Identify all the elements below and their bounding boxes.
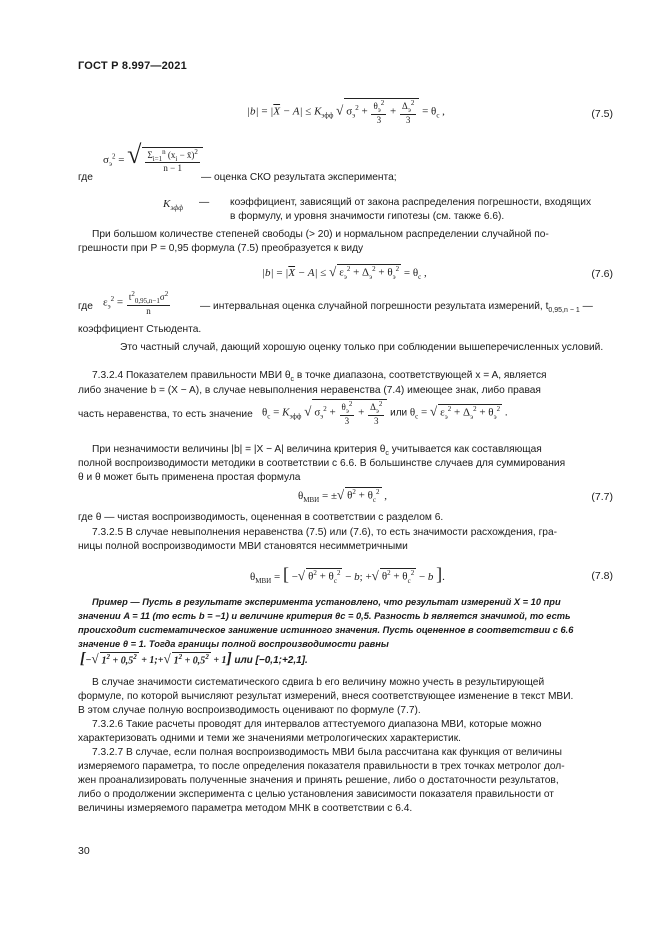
example-line-3: происходит систематическое занижение истинного значения. Пусть оцененное в соответствии с 6.6 — [78, 625, 574, 635]
paragraph-7-3-2-4-line2: либо значение b = (X − A), в случае невыполнения неравенства (7.4) имеющее знак, либо правая — [78, 385, 541, 396]
paragraph-7-3-2-7-line1: 7.3.2.7 В случае, если полная воспроизводимость МВИ была рассчитана как функция от величины — [92, 747, 562, 758]
paragraph-systematic-shift-2: формуле, по которой вычисляют результат измерений, внеся соответствующее изменение в текст МВИ. — [78, 691, 574, 702]
example-line-2: значении A = 11 (то есть b = −1) и величине критерия θc = 0,5. Разность b является значимой, то есть — [78, 611, 571, 621]
paragraph-7-3-2-4-line3 — [78, 408, 253, 423]
paragraph-7-3-2-7-line3: жен проанализировать полученные значения и принять решение, либо о достаточности результатов, — [78, 775, 559, 786]
student-coefficient: коэффициент Стьюдента. — [78, 324, 202, 335]
paragraph-insignificance-2: полной воспроизводимости методики в соответствии с 6.6. В большинстве случаев для суммирования — [78, 458, 566, 469]
paragraph-systematic-shift-3: В этом случае полную воспроизводимость оценивают по формуле (7.7). — [78, 705, 421, 716]
equation-number-7-5: (7.5) — [591, 108, 613, 120]
sigma-formula: $\sigma_э^2$ = √ $\frac{\Sigma_{i=1}^n (x_i - x̄)^2}{n - 1}$ — [103, 140, 203, 173]
paragraph-7-3-2-4-line1: 7.3.2.4 Показателем правильности МВИ $\theta_c$ в точке диапазона, соответствующей x = A, является — [92, 370, 547, 384]
paragraph-special-case — [78, 341, 614, 356]
paragraph-large-dof-2: грешности при P = 0,95 формула (7.5) преобразуется к виду — [78, 243, 364, 254]
keff-description-2: в формулу, и уровня значимости гипотезы (см. также 6.6). — [230, 211, 505, 222]
p3-line3-text: часть неравенства, то есть значение — [78, 409, 253, 420]
equation-number-7-8: (7.8) — [591, 570, 613, 582]
equation-7-8: $\theta_{МВИ}$ = [ −√ $\theta^2 + \theta_c^2 - b$; +√ $\theta^2 + \theta_c^2 - b$ ]. — [250, 564, 445, 586]
p4-line1-a: При незначимости величины |b| = |X − A| величина критерия θ — [92, 444, 386, 455]
paragraph-7-3-2-6-line1: 7.3.2.6 Такие расчеты проводят для интервалов аттестуемого диапазона МВИ, которые можно — [92, 719, 542, 730]
example-line-4: значение θ = 1. Тогда границы полной воспроизводимости равны — [78, 639, 389, 649]
example-result: или [−0,1;+2,1]. — [234, 655, 308, 666]
paragraph-7-3-2-5-line1: 7.3.2.5 В случае невыполнения неравенства (7.5) или (7.6), то есть значимости расхождения, гра- — [92, 527, 558, 538]
equation-7-7: $\theta_{МВИ}$ = ±√ $\theta^2 + \theta_c^2$ , — [298, 487, 387, 505]
special-case-text: Это частный случай, дающий хорошую оценку только при соблюдении вышеперечисленных условий. — [120, 342, 604, 353]
equation-number-7-7: (7.7) — [591, 491, 613, 503]
equation-7-6: $|b| = |\overline{X} - A|$ ≤ √ $\varepsilon_э^2 + \Delta_э^2 + \theta_э^2 = \theta_c$ , — [262, 264, 427, 282]
example-bounds: [−√ $1^2 + 0,5^2$ + 1;+√ $1^2 + 0,5^2 + 1$] или [−0,1;+2,1]. — [80, 650, 308, 667]
paragraph-7-3-2-7-line4: либо о продолжении эксперимента с целью установления зависимости показателя правильности от — [78, 789, 554, 800]
keff-dash: — — [199, 197, 210, 208]
paragraph-7-3-2-7-line5: величины измеряемого параметра методом МНК в соответствии с 6.4. — [78, 803, 413, 814]
equation-7-5: $|b| = |\overline{X} - A| \le K_{эфф}$ √ $\sigma_э^2$ + $\frac{\theta_э^2}{3}$ + $\frac{\Delta_э^2}{3}$ = $\theta_c$ , — [247, 99, 445, 125]
paragraph-7-3-2-7-line2: измеряемого параметра, то после определения показателя правильности в трех точках метролог дол- — [78, 761, 565, 772]
where-label: где — [78, 172, 93, 183]
keff-symbol: $K_{эфф}$ — [163, 198, 184, 213]
sigma-description: — оценка СКО результата эксперимента; — [201, 172, 397, 183]
p4-line1-b: учитывается как составляющая — [391, 444, 542, 455]
keff-description-1: коэффициент, зависящий от закона распределения погрешности, входящих — [230, 197, 592, 208]
p3-line1-b: в точке диапазона, соответствующей x = A, является — [296, 370, 547, 381]
epsilon-formula: $\varepsilon_э^2$ = $\frac{t^2_{0,95,n-1}\sigma^2}{n}$ — [103, 290, 169, 316]
document-header: ГОСТ Р 8.997—2021 — [78, 60, 187, 72]
paragraph-7-3-2-6-line2: характеризовать одними и теми же значениями метрологических характеристик. — [78, 733, 461, 744]
page-number: 30 — [78, 845, 90, 857]
or-word: или — [390, 407, 408, 419]
equation-number-7-6: (7.6) — [591, 268, 613, 280]
paragraph-7-3-2-5-line2: ницы полной воспроизводимости МВИ становятся несимметричными — [78, 541, 408, 552]
paragraph-insignificance-1: При незначимости величины |b| = |X − A| величина критерия $\theta_c$ учитывается как составляющая — [92, 444, 542, 458]
epsilon-description-text: — интервальная оценка случайной погрешности результата измерений, t — [200, 301, 549, 312]
paragraph-systematic-shift-1: В случае значимости систематического сдвига b его величину можно учесть в результирующей — [92, 677, 545, 688]
p3-line1-a: 7.3.2.4 Показателем правильности МВИ θ — [92, 370, 291, 381]
paragraph-pure-reproducibility: где θ — чистая воспроизводимость, оцененная в соответствии с разделом 6. — [78, 512, 444, 523]
epsilon-description: — интервальная оценка случайной погрешности результата измерений, $t_{0,95,n - 1}$ — — [200, 301, 593, 315]
where-label-2: где — [78, 301, 93, 312]
theta-c-formulas: $\theta_c = K_{эфф}$ √ $\sigma_э^2$ + $\frac{\theta_э^2}{3}$ + $\frac{\Delta_э^2}{3}$ или $\theta_c$ = √ $\varepsilon_э^2 + \Delta_э^2 + \theta_э^2$ . — [262, 400, 508, 426]
example-line-1: Пример — Пусть в результате эксперимента установлено, что результат измерений X = 10 при — [92, 597, 561, 607]
paragraph-large-dof-1: При большом количестве степеней свободы (> 20) и нормальном распределении случайной по- — [92, 229, 549, 240]
paragraph-insignificance-3: θ и θ может быть применена простая формула — [78, 472, 301, 483]
